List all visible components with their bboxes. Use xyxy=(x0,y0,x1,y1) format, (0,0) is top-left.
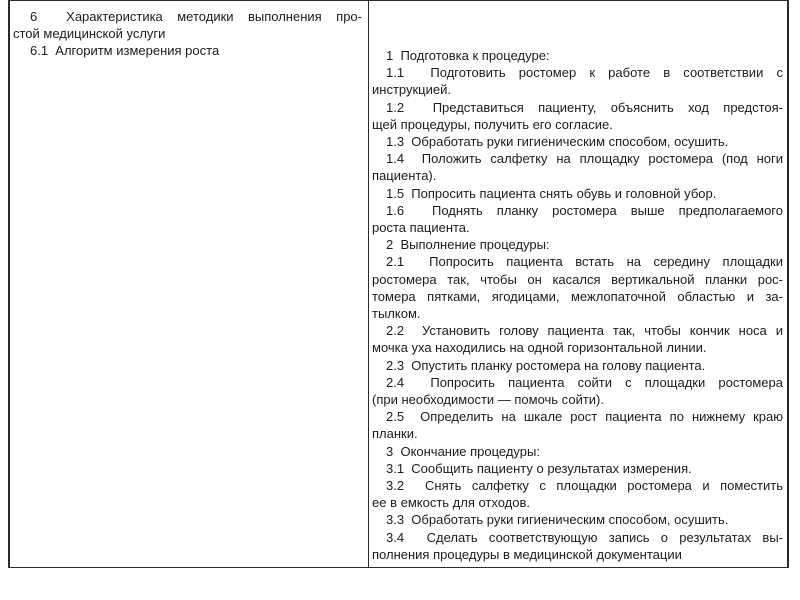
text-line: томера пятками, ягодицами, межлопаточной областью и за- xyxy=(372,288,783,304)
text-line: 2.4 Попросить пациента сойти с площадки ростомера xyxy=(386,374,783,390)
text-line: 2.3 Опустить планку ростомера на голову пациента. xyxy=(386,357,706,373)
text-line: 2.5 Определить на шкале рост пациента по нижнему краю xyxy=(386,409,783,425)
text-line: инструкцией. xyxy=(372,82,451,98)
text-line: полнения процедуры в медицинской документации xyxy=(372,546,682,562)
text-line: 3.1 Сообщить пациенту о результатах измерения. xyxy=(386,460,692,476)
text-line: 2.2 Установить голову пациента так, чтобы кончик носа и xyxy=(386,323,783,339)
text-line: 3.3 Обработать руки гигиеническим способом, осушить. xyxy=(386,512,729,528)
text-line: ее в емкость для отходов. xyxy=(372,495,531,511)
text-line: 6.1 Алгоритм измерения роста xyxy=(30,43,220,59)
text-line: 6 Характеристика методики выполнения про- xyxy=(30,9,362,24)
text-line: 3.2 Снять салфетку с площадки ростомера и поместить xyxy=(386,478,783,494)
text-line: мочка уха находились на одной горизонтальной линии. xyxy=(372,340,707,356)
text-line: 1 Подготовка к процедуре: xyxy=(386,48,550,63)
text-line: щей процедуры, получить его согласие. xyxy=(372,116,613,132)
text-line: (при необходимости — помочь сойти). xyxy=(372,392,604,408)
text-line: 2 Выполнение процедуры: xyxy=(386,237,550,253)
text-line: стой медицинской услуги xyxy=(13,26,166,42)
text-line: тылком. xyxy=(372,306,421,322)
text-line: ростомера так, чтобы он касался вертикальной планки рос- xyxy=(372,271,783,287)
text-line: 3.4 Сделать соответствующую запись о результатах вы- xyxy=(386,529,783,545)
text-line: планки. xyxy=(372,426,418,442)
text-line: пациента). xyxy=(372,168,437,184)
text-line: 1.4 Положить салфетку на площадку ростомера (под ноги xyxy=(386,151,783,167)
table-cell-section-title xyxy=(10,1,368,567)
text-line: 3 Окончание процедуры: xyxy=(386,443,540,459)
text-line: 1.2 Представиться пациенту, объяснить ход предстоя- xyxy=(386,99,783,115)
text-line: 1.1 Подготовить ростомер к работе в соответствии с xyxy=(386,65,783,81)
procedure-table xyxy=(8,0,789,568)
table-cell-procedure-steps xyxy=(368,1,787,567)
text-line: 2.1 Попросить пациента встать на середину площадки xyxy=(386,254,783,270)
text-line: 1.3 Обработать руки гигиеническим способом, осушить. xyxy=(386,134,729,150)
text-line: роста пациента. xyxy=(372,220,470,236)
text-line: 1.5 Попросить пациента снять обувь и головной убор. xyxy=(386,185,717,201)
text-line: 1.6 Поднять планку ростомера выше предполагаемого xyxy=(386,202,783,218)
